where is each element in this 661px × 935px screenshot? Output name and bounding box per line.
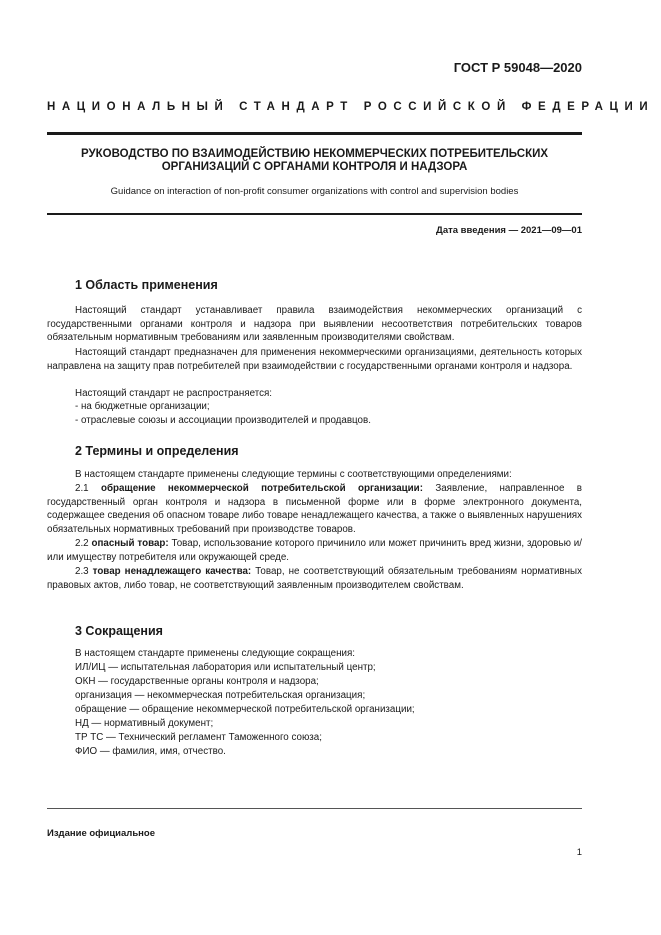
document-title: [47, 148, 582, 174]
term-name: опасный товар:: [91, 538, 169, 549]
list-item: - отраслевые союзы и ассоциации производителей и продавцов.: [75, 415, 371, 426]
top-divider: [47, 132, 582, 135]
term-definition: Заявление, направленное в государственный орган контроля и надзора в письменной форме или в форме электронного документа, содержащее сведения об опасном товаре либо товаре ненадлежащего качества, а также о выявленных нарушениях обязательных нормативных требований при производстве товаров.: [47, 483, 582, 536]
national-standard-banner: НАЦИОНАЛЬНЫЙ СТАНДАРТ РОССИЙСКОЙ ФЕДЕРАЦИИ: [47, 101, 655, 113]
abbreviation-item: НД — нормативный документ;: [75, 718, 214, 729]
term-name: товар ненадлежащего качества:: [92, 566, 252, 577]
paragraph: Настоящий стандарт не распространяется:: [75, 388, 273, 399]
list-item: - на бюджетные организации;: [75, 401, 210, 412]
paragraph: В настоящем стандарте применены следующие сокращения:: [75, 648, 355, 659]
title-line-2: ОРГАНИЗАЦИЙ С ОРГАНАМИ КОНТРОЛЯ И НАДЗОРА: [161, 161, 468, 173]
term-definition-2-1: [47, 482, 582, 537]
title-divider: [47, 213, 582, 215]
paragraph: Настоящий стандарт устанавливает правила взаимодействия некоммерческих организаций с государственными органами контроля и надзора при выявлении несоответствия потребительских товаров обязательным нормативным требованиям или заявленным производителями свойствам.: [47, 305, 582, 344]
section-heading-1: 1 Область применения: [75, 278, 218, 292]
abbreviation-item: обращение — обращение некоммерческой потребительской организации;: [75, 704, 415, 715]
section-heading-2: 2 Термины и определения: [75, 444, 239, 458]
abbreviation-item: ТР ТС — Технический регламент Таможенного союза;: [75, 732, 322, 743]
paragraph: В настоящем стандарте применены следующие термины с соответствующими определениями:: [75, 469, 512, 480]
term-number: 2.1: [75, 483, 89, 494]
page-number: 1: [576, 847, 582, 858]
term-definition: Товар, использование которого причинило или может причинить вред жизни, здоровью и/или имуществу потребителя или окружающей среде.: [47, 538, 582, 563]
term-definition-2-2: [47, 537, 582, 564]
abbreviation-item: организация — некоммерческая потребительская организация;: [75, 690, 366, 701]
english-title: Guidance on interaction of non-profit consumer organizations with control and supervision bodies: [110, 186, 519, 197]
abbreviation-item: ОКН — государственные органы контроля и надзора;: [75, 676, 319, 687]
document-id: ГОСТ Р 59048—2020: [453, 60, 582, 75]
term-name: обращение некоммерческой потребительской организации:: [100, 483, 423, 494]
term-definition-2-3: [47, 565, 582, 592]
footer-divider: [47, 808, 582, 809]
abbreviation-item: ФИО — фамилия, имя, отчество.: [75, 746, 226, 757]
edition-label: Издание официальное: [47, 828, 155, 839]
title-line-1: РУКОВОДСТВО ПО ВЗАИМОДЕЙСТВИЮ НЕКОММЕРЧЕСКИХ ПОТРЕБИТЕЛЬСКИХ: [80, 148, 549, 160]
term-number: 2.2: [75, 538, 89, 549]
term-number: 2.3: [75, 566, 89, 577]
term-definition: Товар, не соответствующий обязательным требованиям нормативных правовых актов, либо товар, не соответствующий заявленным производителем свойствам.: [47, 566, 582, 591]
introduction-date: Дата введения — 2021—09—01: [436, 225, 582, 236]
abbreviation-item: ИЛ/ИЦ — испытательная лаборатория или испытательный центр;: [75, 662, 376, 673]
section-heading-3: 3 Сокращения: [75, 624, 163, 638]
paragraph: Настоящий стандарт предназначен для применения некоммерческими организациями, деятельность которых направлена на защиту прав потребителей при взаимодействии с государственными органами контроля и надзора.: [47, 347, 582, 372]
